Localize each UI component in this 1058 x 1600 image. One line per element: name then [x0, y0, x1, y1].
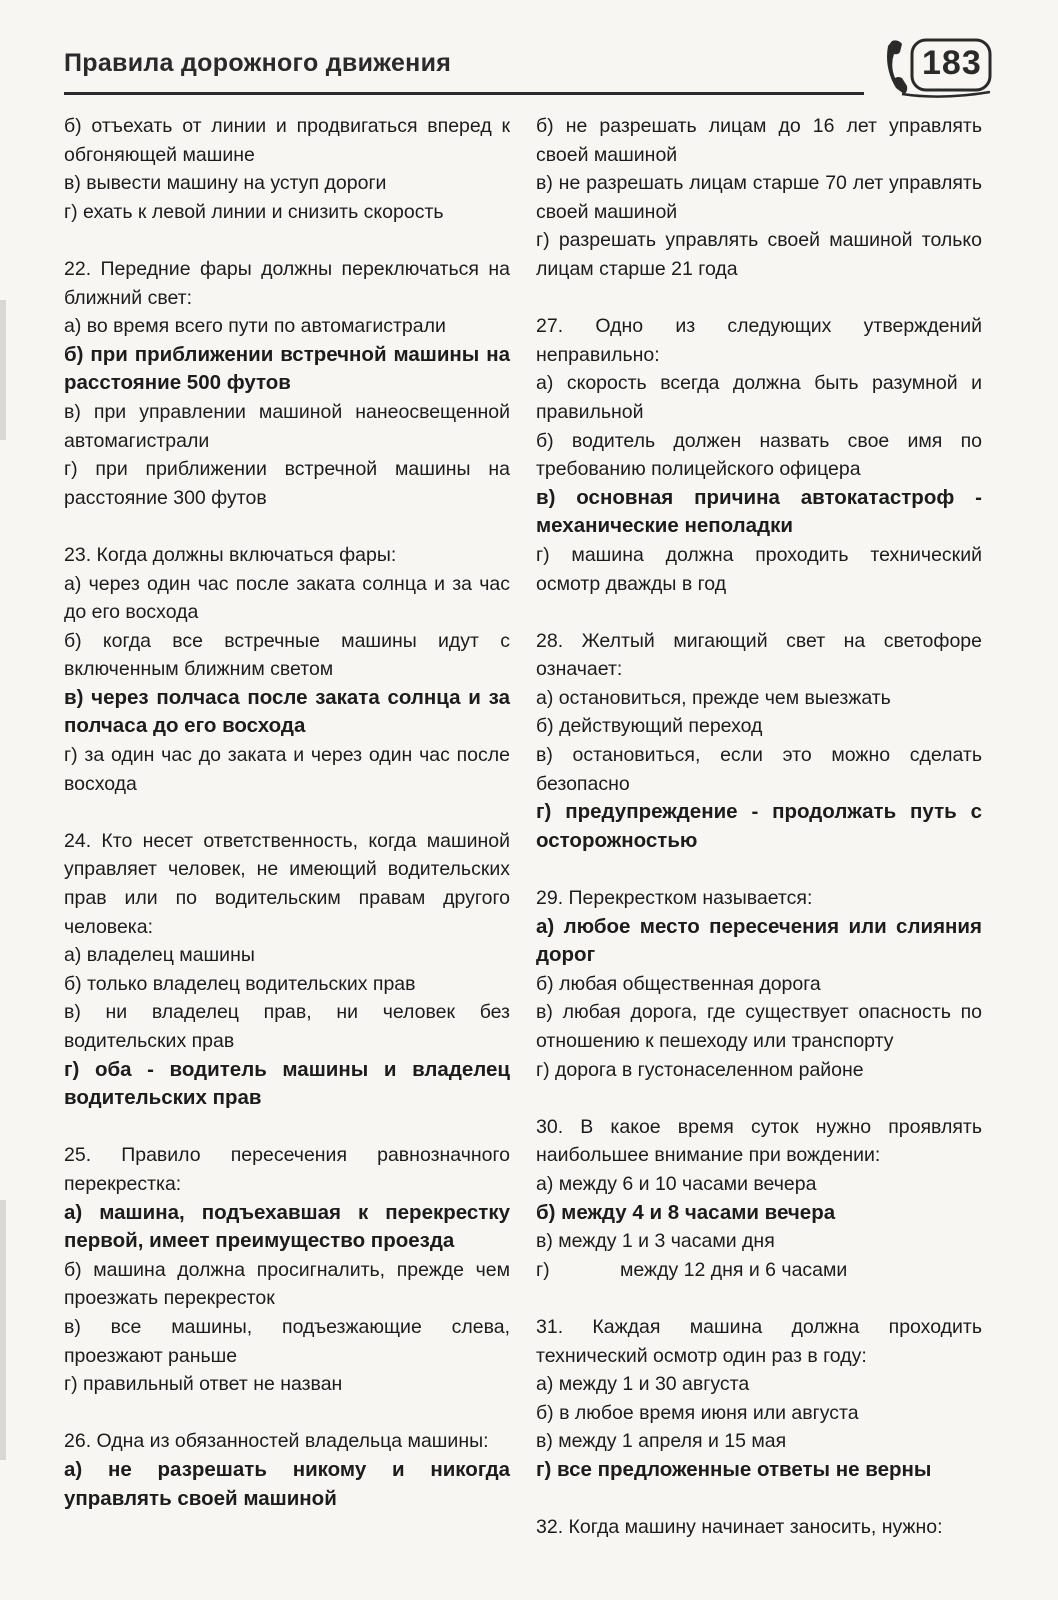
answer-option	[536, 1256, 982, 1285]
question-text: 28. Желтый мигающий свет на светофоре означает:	[536, 629, 982, 681]
paragraph-gap	[536, 1084, 982, 1113]
answer-option: г) за один час до заката и через один час после восхода	[64, 744, 510, 795]
running-title: Правила дорожного движения	[64, 49, 452, 77]
answer-option: а) между 6 и 10 часами вечера	[536, 1172, 817, 1195]
paragraph-gap	[64, 1399, 510, 1428]
left-column	[64, 112, 510, 1513]
answer-option: б) действующий переход	[536, 715, 763, 738]
answer-option: а) владелец машины	[64, 944, 255, 967]
question-text: 30. В какое время суток нужно проявлять наибольшее внимание при вождении:	[536, 1115, 982, 1167]
paragraph-gap	[64, 512, 510, 541]
answer-option: в) все машины, подъезжающие слева, проезжают раньше	[64, 1315, 510, 1367]
correct-answer: в) через полчаса после заката солнца и за полчаса до его восхода	[64, 685, 510, 738]
paragraph-gap	[64, 798, 510, 827]
question-text: 32. Когда машину начинает заносить, нужно:	[536, 1516, 943, 1539]
answer-option: б) в любое время июня или августа	[536, 1401, 859, 1424]
answer-option: а) между 1 и 30 августа	[536, 1373, 750, 1396]
answer-option: в) при управлении машиной нанеосвещенной автомагистрали	[64, 400, 510, 452]
question-text: 24. Кто несет ответственность, когда машиной управляет человек, не имеющий водительских прав или по водительским правам другого человека:	[64, 829, 510, 938]
scan-edge-mark	[0, 300, 6, 440]
answer-option: в) вывести машину на уступ дороги	[64, 172, 387, 195]
answer-option: в) остановиться, если это можно сделать безопасно	[536, 744, 982, 795]
answer-option: в) между 1 апреля и 15 мая	[536, 1430, 787, 1453]
correct-answer: г) предупреждение - продолжать путь с осторожностью	[536, 800, 982, 852]
correct-answer: в) основная причина автокатастроф - механические неполадки	[536, 485, 982, 538]
answer-option: б) только владелец водительских прав	[64, 972, 416, 995]
question-text: 22. Передние фары должны переключаться на ближний свет:	[64, 257, 510, 309]
right-column	[536, 112, 982, 1542]
answer-option: б) водитель должен назвать свое имя по требованию полицейского офицера	[536, 429, 982, 481]
page-header	[64, 36, 994, 102]
answer-option: б) любая общественная дорога	[536, 972, 821, 995]
question-text: 29. Перекрестком называется:	[536, 887, 813, 910]
answer-option: а) через один час после заката солнца и за час до его восхода	[64, 572, 510, 624]
answer-option: г) правильный ответ не назван	[64, 1373, 343, 1396]
answer-option: г) машина должна проходить технический осмотр дважды в год	[536, 543, 982, 595]
page-number-badge	[882, 38, 994, 90]
answer-option: г) разрешать управлять своей машиной только лицам старше 21 года	[536, 229, 982, 280]
answer-option: в) между 1 и 3 часами дня	[536, 1230, 775, 1253]
answer-option: в) любая дорога, где существует опасность по отношению к пешеходу или транспорту	[536, 1001, 982, 1052]
paragraph-gap	[64, 1113, 510, 1142]
scan-edge-mark	[0, 1200, 6, 1460]
correct-answer: г) оба - водитель машины и владелец водительских прав	[64, 1057, 510, 1110]
answer-option: в) не разрешать лицам старше 70 лет управлять своей машиной	[536, 172, 982, 223]
question-text: 26. Одна из обязанностей владельца машины:	[64, 1430, 489, 1453]
answer-option: б) когда все встречные машины идут с включенным ближним светом	[64, 629, 510, 681]
answer-option: б) машина должна просигналить, прежде чем проезжать перекресток	[64, 1258, 510, 1310]
page-number: 183	[922, 44, 982, 82]
paragraph-gap	[536, 855, 982, 884]
answer-option: б) не разрешать лицам до 16 лет управлять своей машиной	[536, 115, 982, 166]
answer-option: г) ехать к левой линии и снизить скорость	[64, 200, 444, 223]
answer-option: а) во время всего пути по автомагистрали	[64, 315, 446, 338]
question-text: 25. Правило пересечения равнозначного перекрестка:	[64, 1144, 510, 1195]
paragraph-gap	[536, 1485, 982, 1514]
correct-answer: а) любое место пересечения или слияния дорог	[536, 914, 982, 967]
answer-option: а) остановиться, прежде чем выезжать	[536, 686, 891, 709]
answer-option: б) отъехать от линии и продвигаться вперед к обгоняющей машине	[64, 115, 510, 166]
answer-option: г) при приближении встречной машины на расстояние 300 футов	[64, 458, 510, 509]
answer-option: а) скорость всегда должна быть разумной и правильной	[536, 372, 982, 423]
answer-option: в) ни владелец прав, ни человек без водительских прав	[64, 1001, 510, 1052]
paragraph-gap	[536, 598, 982, 627]
correct-answer: г) все предложенные ответы не верны	[536, 1457, 932, 1481]
correct-answer: а) машина, подъехавшая к перекрестку первой, имеет преимущество проезда	[64, 1200, 510, 1253]
correct-answer: б) между 4 и 8 часами вечера	[536, 1200, 836, 1224]
correct-answer: а) не разрешать никому и никогда управлять своей машиной	[64, 1457, 510, 1510]
answer-label: г)	[536, 1258, 550, 1281]
paragraph-gap	[536, 284, 982, 313]
correct-answer: б) при приближении встречной машины на расстояние 500 футов	[64, 342, 510, 395]
question-text: 23. Когда должны включаться фары:	[64, 543, 397, 566]
paragraph-gap	[536, 1284, 982, 1313]
header-rule	[64, 92, 864, 95]
question-text: 27. Одно из следующих утверждений неправильно:	[536, 315, 982, 366]
paragraph-gap	[64, 226, 510, 255]
answer-text: между 12 дня и 6 часами	[620, 1258, 848, 1281]
answer-option: г) дорога в густонаселенном районе	[536, 1058, 864, 1081]
question-text: 31. Каждая машина должна проходить технический осмотр один раз в году:	[536, 1315, 982, 1367]
